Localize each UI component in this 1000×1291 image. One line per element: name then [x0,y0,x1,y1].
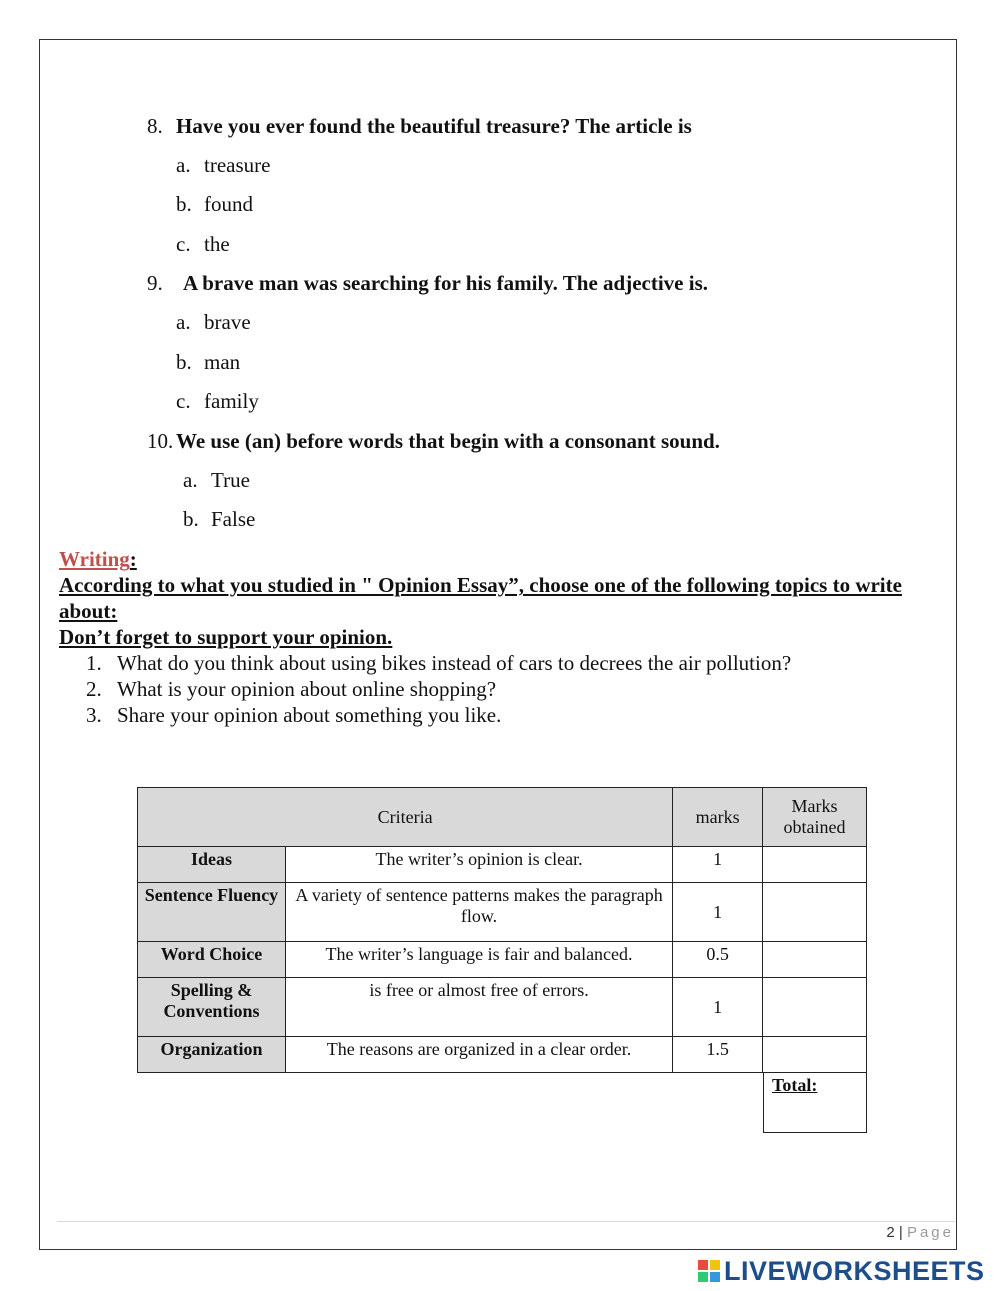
option-text: family [204,389,259,413]
table-row [138,883,867,942]
brand-name: LIVEWORKSHEETS [724,1255,985,1286]
writing-heading-line [59,546,929,572]
criterion-cell: Spelling & Conventions [138,978,286,1037]
table-row [138,942,867,978]
option-text: brave [204,310,251,334]
option-8b[interactable] [176,192,253,217]
footer-divider [57,1221,955,1222]
option-text: found [204,192,253,216]
option-text: the [204,232,230,256]
option-text: treasure [204,153,271,177]
obtained-cell[interactable] [763,883,867,942]
table-row [138,847,867,883]
option-letter: b. [176,350,192,374]
topic-list [59,650,929,728]
writing-heading: Writing [59,547,130,571]
topic-number: 1. [86,651,102,675]
option-letter: a. [176,310,191,334]
option-letter: a. [183,468,198,492]
option-letter: c. [176,389,191,413]
option-letter: b. [176,192,192,216]
option-letter: b. [183,507,199,531]
criterion-cell: Ideas [138,847,286,883]
topic-text: What do you think about using bikes instead of cars to decrees the air pollution? [117,651,792,675]
rubric-header-row [138,788,867,847]
logo-square [710,1260,720,1270]
marks-cell: 1.5 [673,1037,763,1073]
obtained-header: Marks obtained [763,788,867,847]
topic-number: 2. [86,677,102,701]
option-letter: a. [176,153,191,177]
description-cell: is free or almost free of errors. [285,978,672,1037]
question-number: 8. [147,114,163,138]
topic-text: Share your opinion about something you like. [117,703,502,727]
description-cell: The writer’s language is fair and balanced. [285,942,672,978]
obtained-cell[interactable] [763,978,867,1037]
option-9b[interactable] [176,350,240,375]
question-text: We use (an) before words that begin with a consonant sound. [176,429,720,453]
writing-section [59,546,929,728]
option-10b[interactable] [183,507,255,532]
topic-item [59,676,929,702]
option-text: True [211,468,250,492]
total-label: Total: [772,1075,818,1095]
page-separator: | [898,1224,903,1241]
marks-header: marks [673,788,763,847]
obtained-cell[interactable] [763,942,867,978]
option-9a[interactable] [176,310,251,335]
question-number: 9. [147,271,163,295]
option-letter: c. [176,232,191,256]
page-word: Page [906,1224,954,1241]
option-text: False [211,507,256,531]
writing-reminder: Don’t forget to support your opinion. [59,625,393,649]
marks-cell: 1 [673,847,763,883]
table-row [138,978,867,1037]
obtained-cell[interactable] [763,847,867,883]
topic-item [59,650,929,676]
question-text: A brave man was searching for his family. The adjective is. [183,271,708,295]
marks-cell: 0.5 [673,942,763,978]
table-row [138,1037,867,1073]
obtained-cell[interactable] [763,1037,867,1073]
page-number [886,1224,954,1241]
criterion-cell: Word Choice [138,942,286,978]
option-9c[interactable] [176,389,259,414]
rubric-table [137,787,867,1073]
marks-cell: 1 [673,883,763,942]
option-8c[interactable] [176,232,230,257]
topic-text: What is your opinion about online shopping? [117,677,497,701]
criterion-cell: Organization [138,1037,286,1073]
logo-square [698,1272,708,1282]
logo-square [710,1272,720,1282]
description-cell: The reasons are organized in a clear order. [285,1037,672,1073]
option-text: man [204,350,241,374]
brand-grid-icon [698,1260,720,1282]
topic-item [59,702,929,728]
question-text: Have you ever found the beautiful treasure? The article is [176,114,692,138]
option-8a[interactable] [176,153,270,178]
question-number: 10. [147,429,174,453]
option-10a[interactable] [183,468,250,493]
topic-number: 3. [86,703,102,727]
logo-square [698,1260,708,1270]
description-cell: The writer’s opinion is clear. [285,847,672,883]
page-number-value: 2 [886,1224,895,1241]
total-box[interactable] [763,1073,867,1133]
writing-heading-colon: : [129,547,137,571]
criterion-cell: Sentence Fluency [138,883,286,942]
description-cell: A variety of sentence patterns makes the paragraph flow. [285,883,672,942]
criteria-header: Criteria [138,788,673,847]
liveworksheets-logo [698,1256,985,1286]
marks-cell: 1 [673,978,763,1037]
writing-instruction: According to what you studied in " Opinion Essay”, choose one of the following topics to write about: [59,573,902,623]
